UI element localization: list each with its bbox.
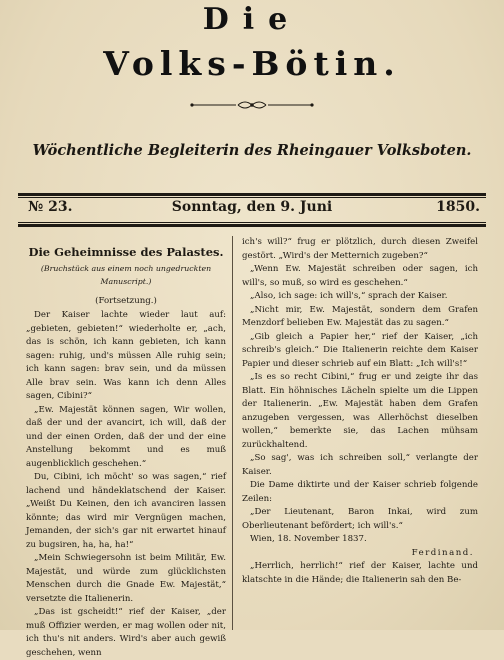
paragraph: „Ew. Majestät können sagen, Wir wollen, daß der und der avancirt, ich will, daß der und der einen Orden, daß der und der eine Anstellung bekommt und es muß augenblicklich geschehen.“: [26, 404, 226, 469]
masthead-title: Volks-Bötin.: [103, 44, 401, 83]
signature: Ferdinand.: [411, 547, 474, 558]
paragraph: „Gib gleich a Papier her,“ rief der Kaiser, „ich schreib's gleich.“ Die Italienerin reichte dem Kaiser Papier und dieser schrieb auf ein Blatt: „Ich will's!“: [242, 331, 478, 369]
ornament-divider: [190, 98, 314, 112]
issue-number: № 23.: [28, 199, 73, 215]
paragraph: „Herrlich, herrlich!“ rief der Kaiser, lachte und klatschte in die Hände; die Italienerin sah den Be-: [242, 561, 478, 585]
paragraph: Die Dame diktirte und der Kaiser schrieb folgende Zeilen:: [242, 480, 478, 504]
paragraph: „Also, ich sage: ich will's,“ sprach der Kaiser.: [250, 291, 448, 301]
paragraph: „Wenn Ew. Majestät schreiben oder sagen, ich will's, so muß, so wird es geschehen.“: [242, 264, 478, 288]
article-title: Die Geheimnisse des Palastes.: [28, 245, 224, 259]
masthead-subtitle: Wöchentliche Begleiterin des Rheingauer Volksboten.: [32, 142, 472, 159]
dateline: [18, 199, 486, 219]
paragraph: „Nicht mir, Ew. Majestät, sondern dem Grafen Menzdorf belieben Ew. Majestät das zu sagen.“: [242, 304, 478, 328]
article-subtitle: (Bruchstück aus einem noch ungedruckten Manuscript.): [40, 263, 212, 286]
paragraph: ich's will?“ frug er plötzlich, durch diesen Zweifel gestört. „Wird's der Metternich zugeben?“: [242, 237, 478, 261]
paragraph: „Der Lieutenant, Baron Inkai, wird zum Oberlieutenant befördert; ich will's.“: [242, 507, 478, 531]
rule-bottom-thick: [18, 224, 486, 227]
left-column: [26, 236, 226, 660]
dateline-letter: Wien, 18. November 1837.: [250, 534, 367, 544]
rule-top-thin: [18, 197, 486, 198]
column-divider: [232, 236, 233, 630]
issue-year: 1850.: [436, 199, 480, 215]
continued-label: (Fortsetzung.): [95, 295, 157, 306]
paragraph: „Mein Schwiegersohn ist beim Militär, Ew. Majestät, und würde zum glücklichsten Menschen durch die Gnade Ew. Majestät,“ versetzte die Italienerin.: [26, 553, 226, 604]
rule-bottom-thin: [18, 222, 486, 223]
right-column: [242, 236, 478, 587]
issue-date: Sonntag, den 9. Juni: [171, 199, 333, 215]
masthead-line-1: Die: [202, 2, 302, 37]
rule-top-thick: [18, 193, 486, 196]
paragraph: „So sag', was ich schreiben soll,“ verlangte der Kaiser.: [242, 453, 478, 477]
paragraph: Der Kaiser lachte wieder laut auf: „gebieten, gebieten!“ wiederholte er, „ach, das is schön, ich kann gebieten, ich kann sagen: ruhig, und's müssen Alle ruhig sein; ich kann sagen: brav sein, und da müssen Alle brav sein. Was kann ich denn Alles sagen, Cibini?“: [26, 310, 226, 401]
paragraph: „Das ist gscheidt!“ rief der Kaiser, „der muß Offizier werden, er mag wollen oder nit, ich thu's nit anders. Wird's aber auch gewiß geschehen, wenn: [26, 607, 226, 658]
paragraph: „Is es so recht Cibini,“ frug er und zeigte ihr das Blatt. Ein höhnisches Lächeln spielte um die Lippen der Italienerin. „Ew. Majestät haben dem Grafen anzugeben vergessen, was Allerhöchst dieselben wollen,“ bemerkte sie, das Lachen mühsam zurückhaltend.: [242, 372, 478, 450]
paragraph: Du, Cibini, ich möcht' so was sagen,“ rief lachend und händeklatschend der Kaiser. „Weißt Du Keinen, den ich avanciren lassen könnte; das wird mir Vergnügen machen, Jemanden, der sich's gar nit erwartet hinauf zu bugsiren, ha, ha, ha!“: [26, 472, 226, 550]
